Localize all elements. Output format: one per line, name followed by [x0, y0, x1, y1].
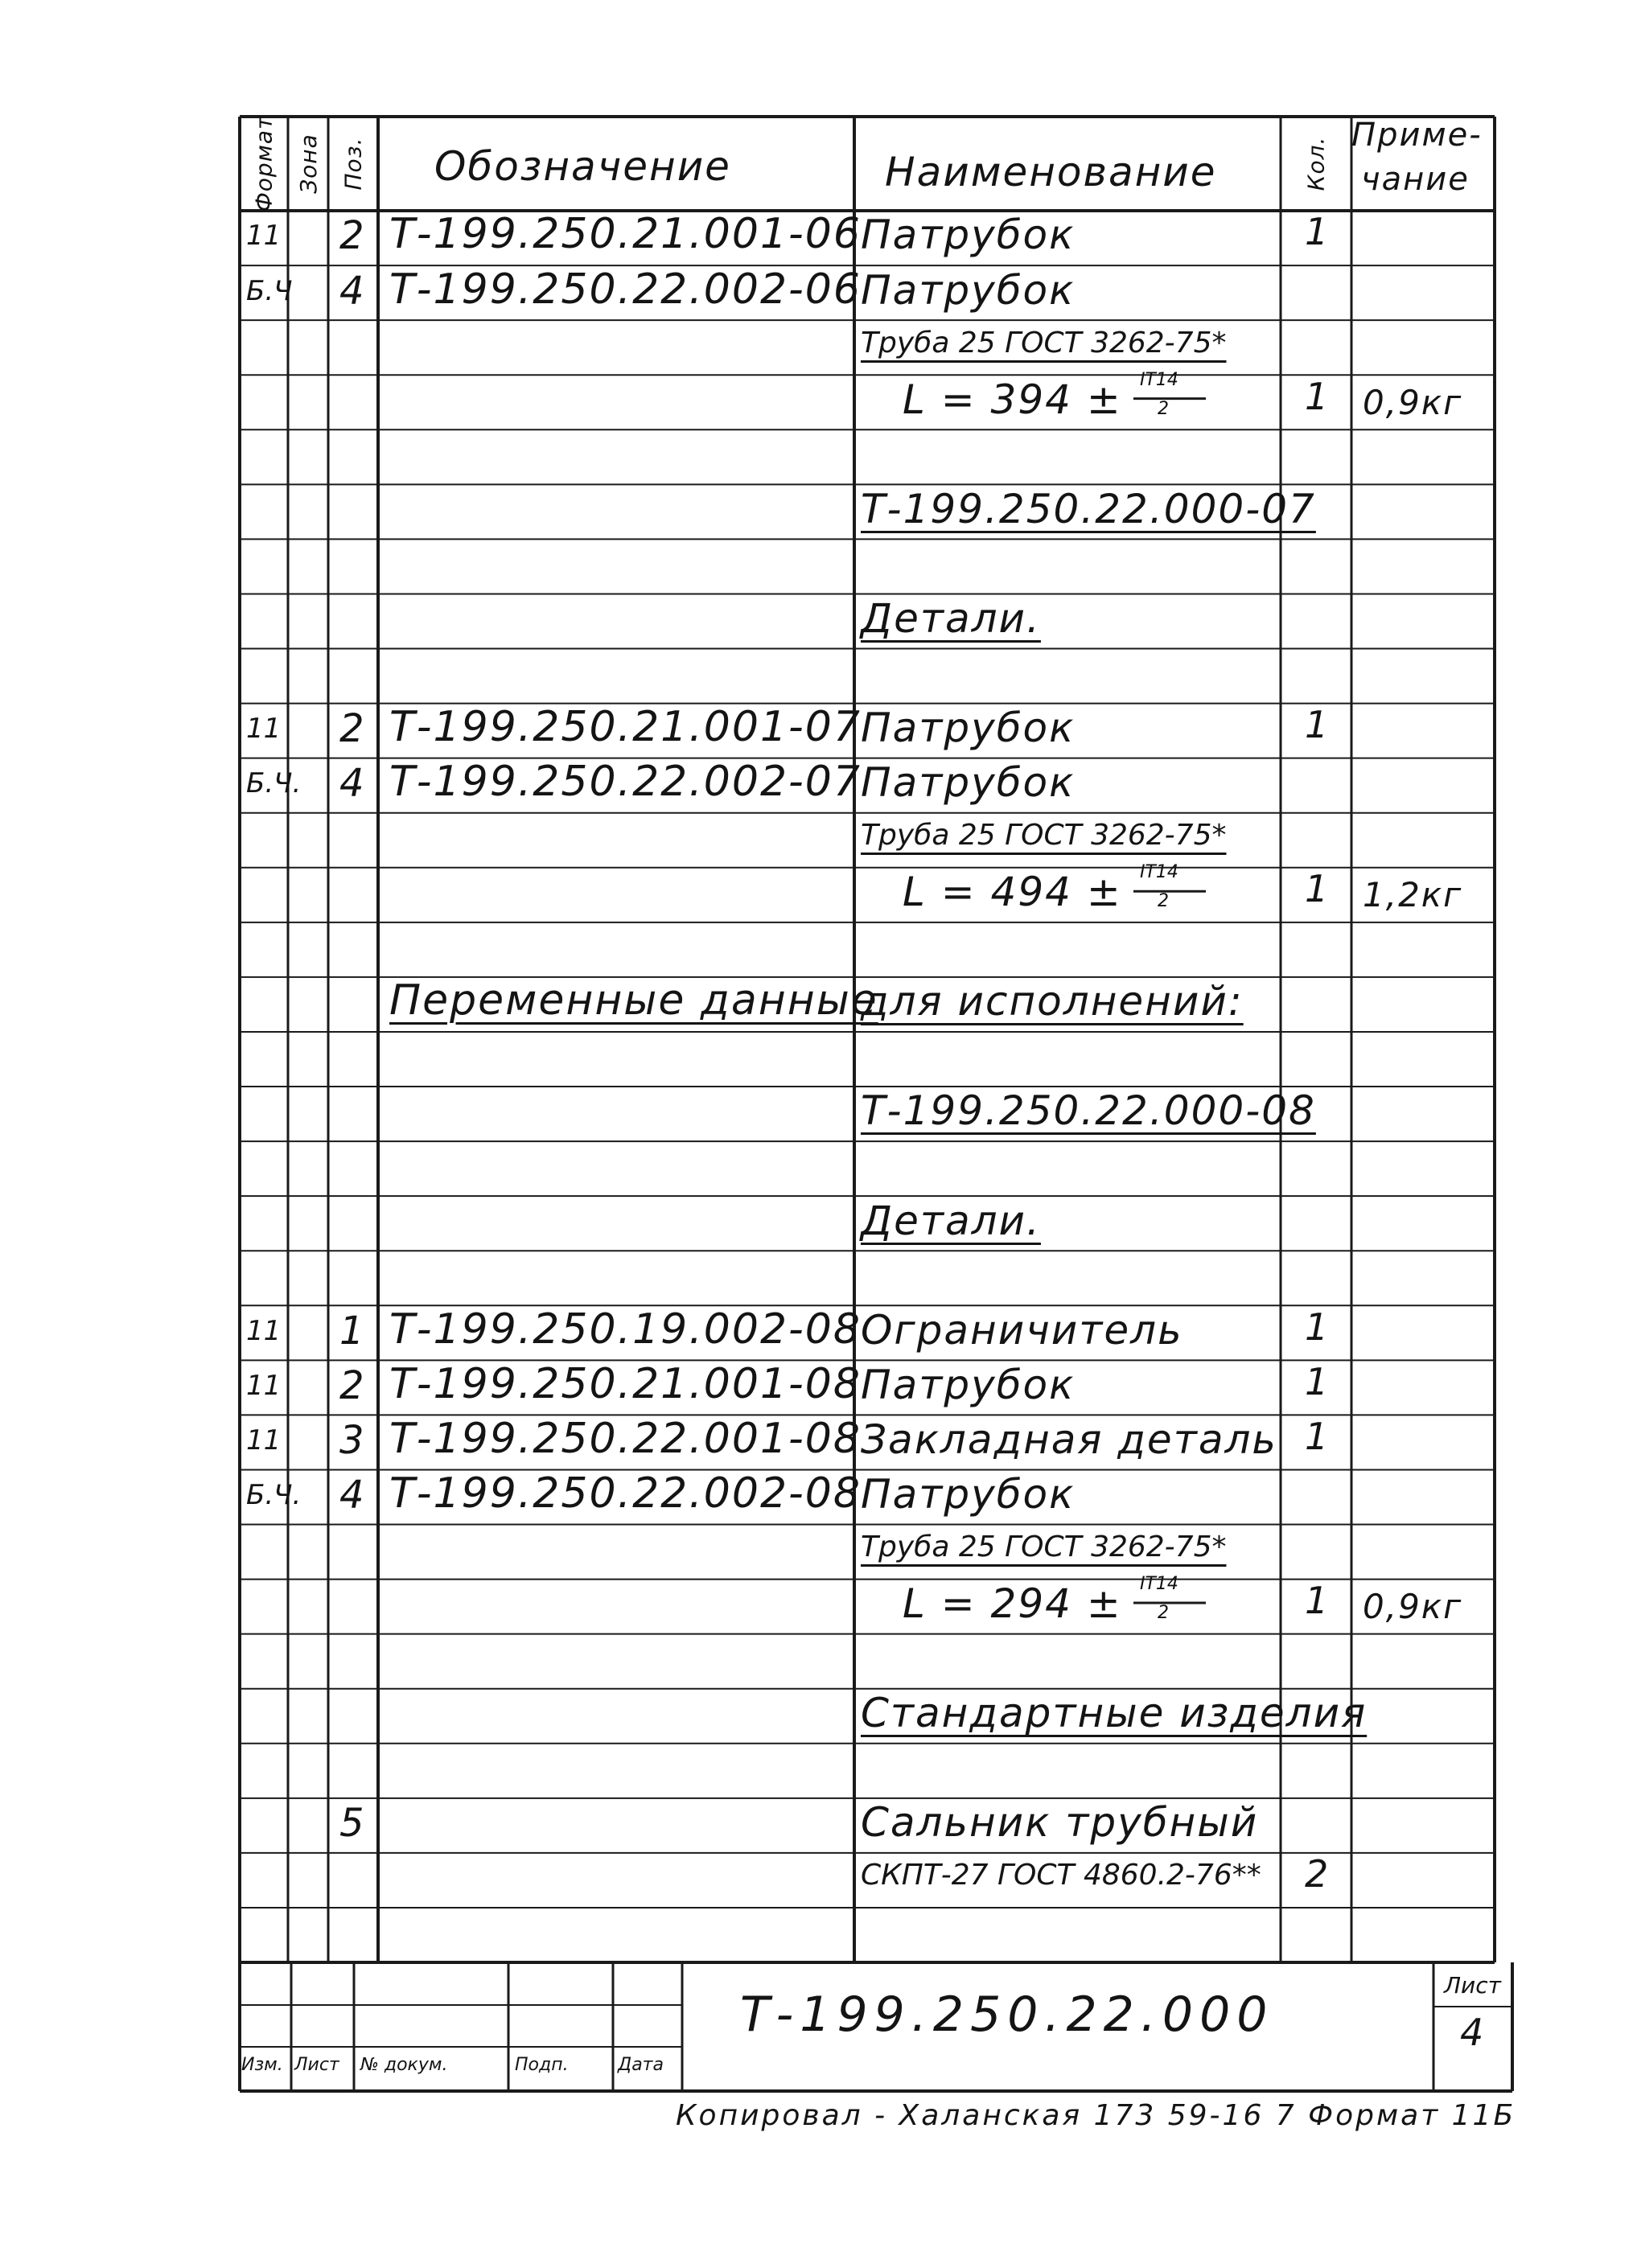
row-format: 11 — [246, 713, 282, 745]
row-designation: Т-199.250.21.001-08 — [389, 1359, 862, 1408]
row-position: 4 — [339, 1472, 366, 1518]
title-col-date: Дата — [618, 2055, 664, 2075]
row-quantity: 1 — [1305, 1414, 1331, 1458]
row-position: 2 — [339, 706, 366, 751]
row-name: Закладная деталь — [861, 1415, 1277, 1463]
row-designation: Т-199.250.22.002-08 — [389, 1469, 862, 1518]
row-position: 3 — [339, 1417, 366, 1463]
sheet-number: 4 — [1460, 2011, 1486, 2054]
row-name: Труба 25 ГОСТ 3262-75* — [861, 326, 1227, 360]
row-note: 0,9кг — [1363, 382, 1463, 422]
tolerance-denominator: 2 — [1158, 398, 1169, 419]
row-name: L = 494 ± — [903, 869, 1122, 916]
row-name: Т-199.250.22.000-07 — [861, 485, 1316, 532]
footer-copy-note: Копировал - Халанская 173 59-16 7 Формат 11Б — [676, 2099, 1516, 2132]
sheet-label: Лист — [1444, 1972, 1501, 1999]
row-position: 2 — [339, 1362, 366, 1408]
row-designation: Т-199.250.19.002-08 — [389, 1305, 862, 1354]
row-designation: Т-199.250.22.002-07 — [389, 758, 862, 807]
row-format: Б.Ч. — [246, 1478, 302, 1511]
row-quantity: 1 — [1305, 1305, 1331, 1349]
row-quantity: 1 — [1305, 867, 1331, 911]
row-quantity: 1 — [1305, 210, 1331, 254]
row-name: Патрубок — [861, 705, 1076, 751]
row-quantity: 1 — [1305, 1359, 1331, 1403]
title-col-izm: Изм. — [241, 2055, 283, 2075]
title-col-list: Лист — [294, 2055, 339, 2075]
row-name: Патрубок — [861, 1470, 1076, 1518]
title-col-doc: № докум. — [360, 2055, 448, 2075]
row-name: Труба 25 ГОСТ 3262-75* — [861, 819, 1227, 853]
header-quantity: Кол. — [1302, 136, 1330, 191]
tolerance-numerator: IT14 — [1140, 369, 1178, 390]
row-quantity: 1 — [1305, 374, 1331, 418]
row-name: Ограничитель — [861, 1306, 1183, 1354]
row-designation: Т-199.250.21.001-07 — [389, 703, 862, 751]
row-position: 2 — [339, 213, 366, 259]
header-note-line2: чание — [1361, 161, 1470, 198]
row-name: L = 394 ± — [903, 376, 1122, 423]
row-name: СКПТ-27 ГОСТ 4860.2-76** — [861, 1859, 1261, 1892]
header-format: Формат — [250, 115, 278, 212]
row-position: 4 — [339, 268, 366, 314]
row-name: для исполнений: — [861, 978, 1244, 1025]
row-name: Стандартные изделия — [861, 1690, 1368, 1737]
row-name: Сальник трубный — [861, 1799, 1259, 1847]
row-name: Труба 25 ГОСТ 3262-75* — [861, 1530, 1227, 1563]
row-name: L = 294 ± — [903, 1580, 1122, 1627]
tolerance-numerator: IT14 — [1140, 862, 1178, 883]
header-note-line1: Приме- — [1351, 117, 1483, 154]
row-format: Б.Ч — [246, 274, 293, 307]
row-name: Детали. — [861, 594, 1041, 642]
row-note: 0,9кг — [1363, 1587, 1463, 1626]
row-note: 1,2кг — [1363, 875, 1463, 915]
header-position: Поз. — [339, 137, 367, 191]
row-format: 11 — [246, 220, 282, 253]
row-designation: Переменные данные — [389, 976, 878, 1025]
row-quantity: 2 — [1305, 1852, 1331, 1896]
row-quantity: 1 — [1305, 1579, 1331, 1622]
row-name: Патрубок — [861, 266, 1076, 314]
header-designation: Обозначение — [434, 143, 731, 190]
row-quantity: 1 — [1305, 703, 1331, 746]
row-name: Т-199.250.22.000-08 — [861, 1087, 1316, 1135]
header-zone: Зона — [294, 134, 322, 194]
row-format: Б.Ч. — [246, 767, 302, 800]
tolerance-numerator: IT14 — [1140, 1574, 1178, 1594]
row-name: Патрубок — [861, 759, 1076, 807]
row-designation: Т-199.250.22.002-06 — [389, 265, 862, 314]
row-name: Патрубок — [861, 212, 1076, 259]
title-col-sign: Подп. — [515, 2055, 569, 2075]
row-position: 5 — [339, 1801, 366, 1847]
row-name: Патрубок — [861, 1361, 1076, 1408]
document-number: Т-199.250.22.000 — [740, 1987, 1274, 2043]
row-format: 11 — [246, 1314, 282, 1347]
row-position: 4 — [339, 761, 366, 807]
row-designation: Т-199.250.22.001-08 — [389, 1414, 862, 1463]
header-name: Наименование — [885, 149, 1217, 195]
tolerance-denominator: 2 — [1158, 891, 1169, 912]
row-name: Детали. — [861, 1197, 1041, 1244]
row-format: 11 — [246, 1424, 282, 1457]
row-position: 1 — [339, 1308, 366, 1354]
row-designation: Т-199.250.21.001-06 — [389, 210, 862, 259]
tolerance-denominator: 2 — [1158, 1603, 1169, 1623]
row-format: 11 — [246, 1369, 282, 1402]
